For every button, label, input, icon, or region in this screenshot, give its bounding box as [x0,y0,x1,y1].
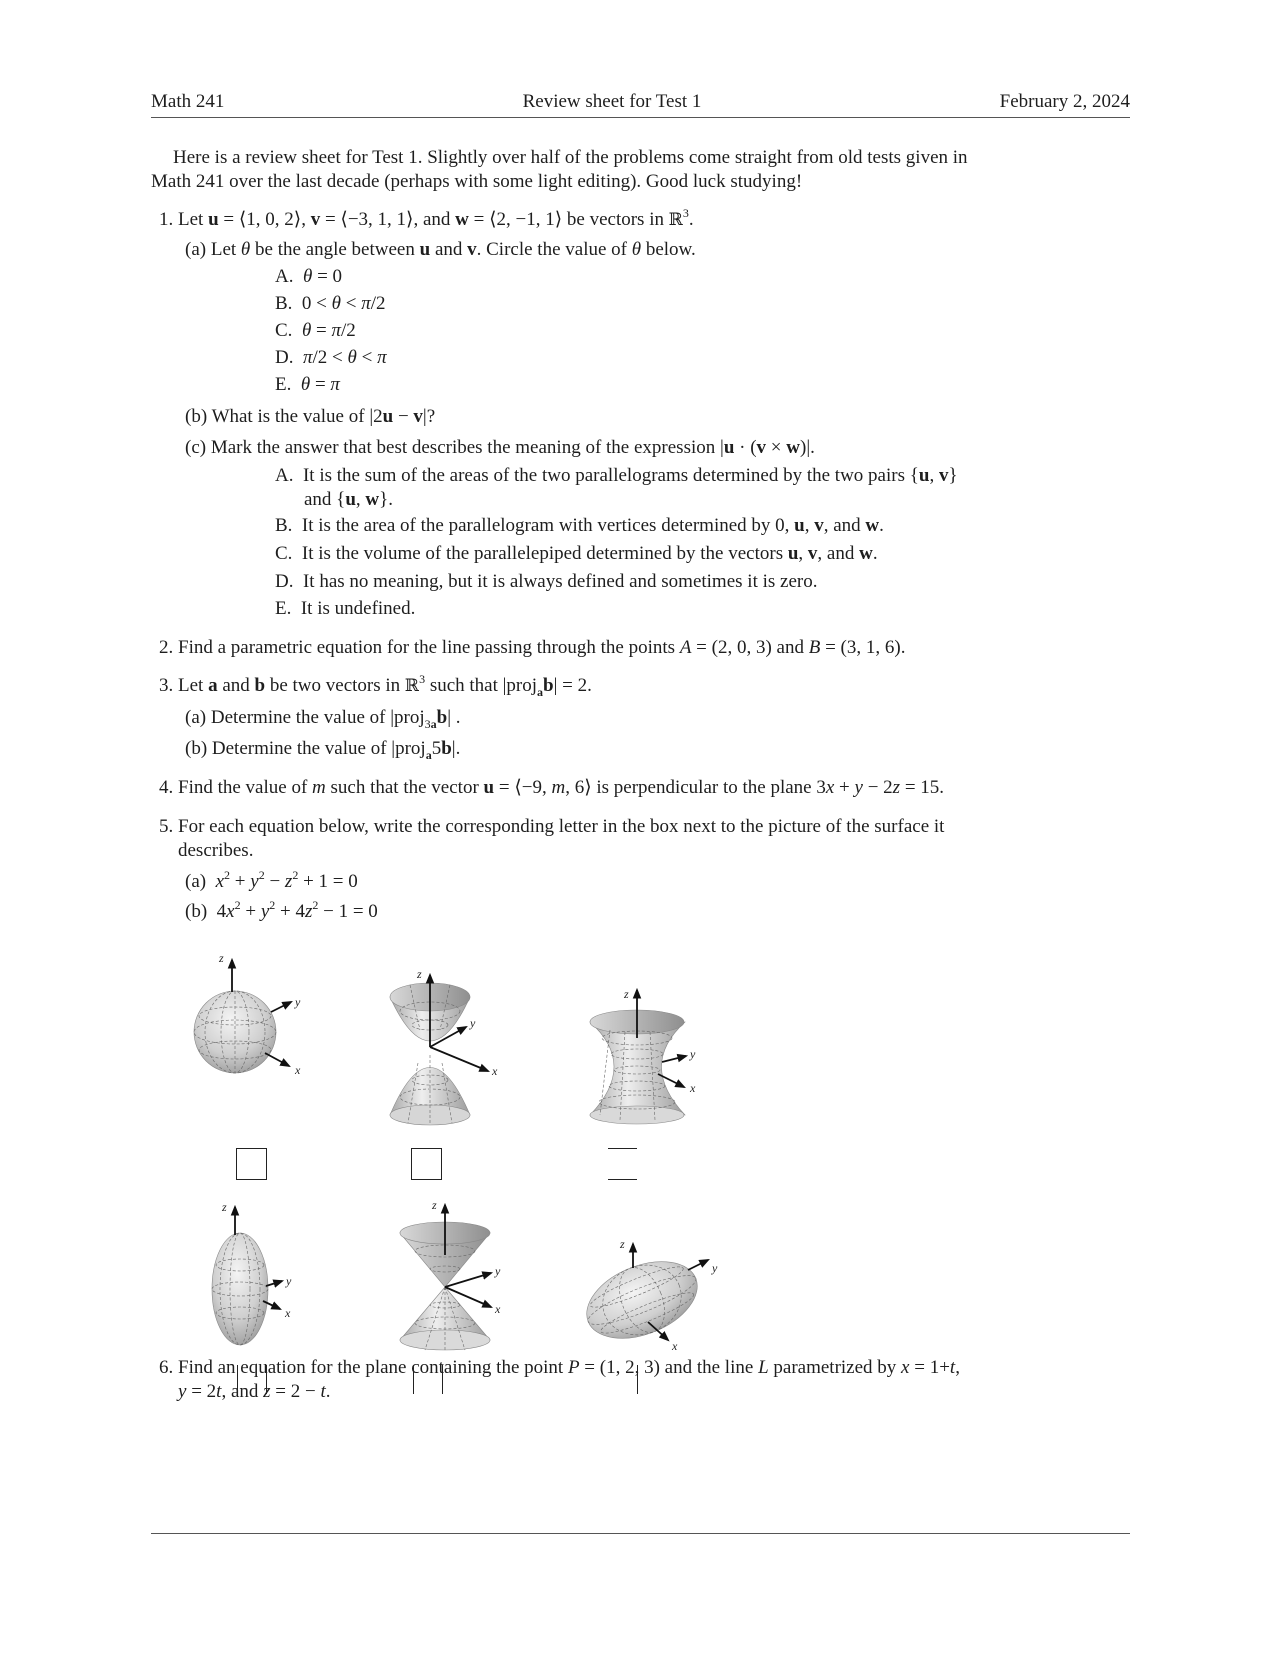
problem-1a-choice-c[interactable]: C. θ = π/2 [275,320,356,341]
z-axis-label: z [624,987,629,1001]
y-axis-label: y [470,1016,476,1030]
z-axis-label: z [432,1198,437,1212]
surface-sphere [185,950,325,1085]
problem-1c-choice-c[interactable]: C. It is the volume of the parallelepiped determined by the vectors u, v, and w. [275,543,878,564]
x-axis-label: x [495,1302,501,1316]
problem-1c-choice-d[interactable]: D. It has no meaning, but it is always defined and sometimes it is zero. [275,571,818,592]
problem-6-text-1: 6. Find an equation for the plane containing the point P = (1, 2, 3) and the line L parametrized by x = 1+t, [159,1357,960,1378]
y-axis-label: y [295,995,301,1009]
problem-1b: (b) What is the value of |2u − v|? [185,406,436,427]
problem-1c: (c) Mark the answer that best describes the meaning of the expression |u · (v × w)|. [185,437,815,458]
x-axis-label: x [672,1339,678,1353]
problem-number: 1. [159,209,174,230]
answer-box-tilted-ellipsoid[interactable] [637,1365,638,1394]
answer-box-hyperboloid-two-sheets[interactable] [411,1148,442,1180]
answer-box-hyperboloid-one-sheet-bottom[interactable] [608,1179,637,1180]
surface-tilted-ellipsoid [580,1237,740,1360]
z-axis-label: z [417,967,422,981]
problem-5-text-1: 5. For each equation below, write the corresponding letter in the box next to the picture of the surface it [159,816,945,837]
intro-line-2: Math 241 over the last decade (perhaps with some light editing). Good luck studying! [151,171,803,192]
problem-3-stem: 3. Let a and b be two vectors in ℝ$^3$ such that |proj$_a$b| = 2. [159,672,592,699]
answer-box-hyperboloid-one-sheet-top[interactable] [608,1148,637,1149]
x-axis-label: x [285,1306,291,1320]
footer-rule [151,1533,1130,1534]
y-axis-label: y [712,1261,718,1275]
intro-line-1: Here is a review sheet for Test 1. Slightly over half of the problems come straight from old tests given in [173,147,968,168]
problem-4: 4. Find the value of m such that the vector u = ⟨−9, m, 6⟩ is perpendicular to the plane 3x + y − 2z = 15. [159,777,945,798]
x-axis-label: x [690,1081,696,1095]
page-header [151,90,1130,118]
problem-2: 2. Find a parametric equation for the line passing through the points A = (2, 0, 3) and B = (3, 1, 6). [159,637,906,658]
problem-6-text-2: y = 2t, and z = 2 − t. [178,1381,331,1402]
z-axis-label: z [219,951,224,965]
problem-1a-choice-a[interactable]: A. θ = 0 [275,266,343,287]
problem-1c-choice-a-cont: and {u, w}. [304,489,393,510]
x-axis-label: x [295,1063,301,1077]
answer-box-vertical-ellipsoid-right[interactable] [266,1365,267,1394]
course-name: Math 241 [151,91,225,112]
document-title: Review sheet for Test 1 [522,91,702,112]
z-axis-label: z [620,1237,625,1251]
problem-1a-choice-b[interactable]: B. 0 < θ < π/2 [275,293,386,314]
y-axis-label: y [690,1047,696,1061]
problem-5-text-2: describes. [178,840,254,861]
problem-3b: (b) Determine the value of |proj$_a$5b|. [185,738,461,762]
document-date: February 2, 2024 [999,91,1130,112]
answer-box-double-cone-left[interactable] [413,1365,414,1394]
problem-5a: (a) $x^2 + y^2 - z^2 + 1 = 0$ [185,868,358,892]
problem-1a: (a) Let θ be the angle between u and v. Circle the value of θ below. [185,239,696,260]
z-axis-label: z [222,1200,227,1214]
problem-1c-choice-e[interactable]: E. It is undefined. [275,598,416,619]
answer-box-double-cone-right[interactable] [442,1365,443,1394]
problem-3a: (a) Determine the value of |proj$_{3a}$b| . [185,707,461,731]
problem-1-stem: 1. Let u = ⟨1, 0, 2⟩, v = ⟨−3, 1, 1⟩, and w = ⟨2, −1, 1⟩ be vectors in ℝ$^3$. [159,206,694,230]
y-axis-label: y [286,1274,292,1288]
problem-1c-choice-a[interactable]: A. It is the sum of the areas of the two parallelograms determined by the two pairs {u, v} [275,465,958,486]
answer-box-sphere[interactable] [236,1148,267,1180]
answer-box-vertical-ellipsoid-left[interactable] [237,1365,238,1394]
surface-vertical-ellipsoid [210,1200,320,1350]
x-axis-label: x [492,1064,498,1078]
problem-1a-choice-d[interactable]: D. π/2 < θ < π [275,347,387,368]
surface-hyperboloid-two-sheets [380,967,540,1130]
surface-hyperboloid-one-sheet [570,987,730,1130]
problem-1c-choice-b[interactable]: B. It is the area of the parallelogram with vertices determined by 0, u, v, and w. [275,515,884,536]
problem-5b: (b) $4x^2 + y^2 + 4z^2 - 1 = 0$ [185,898,378,922]
y-axis-label: y [495,1264,501,1278]
problem-1a-choice-e[interactable]: E. θ = π [275,374,340,395]
surface-double-cone [395,1198,545,1355]
